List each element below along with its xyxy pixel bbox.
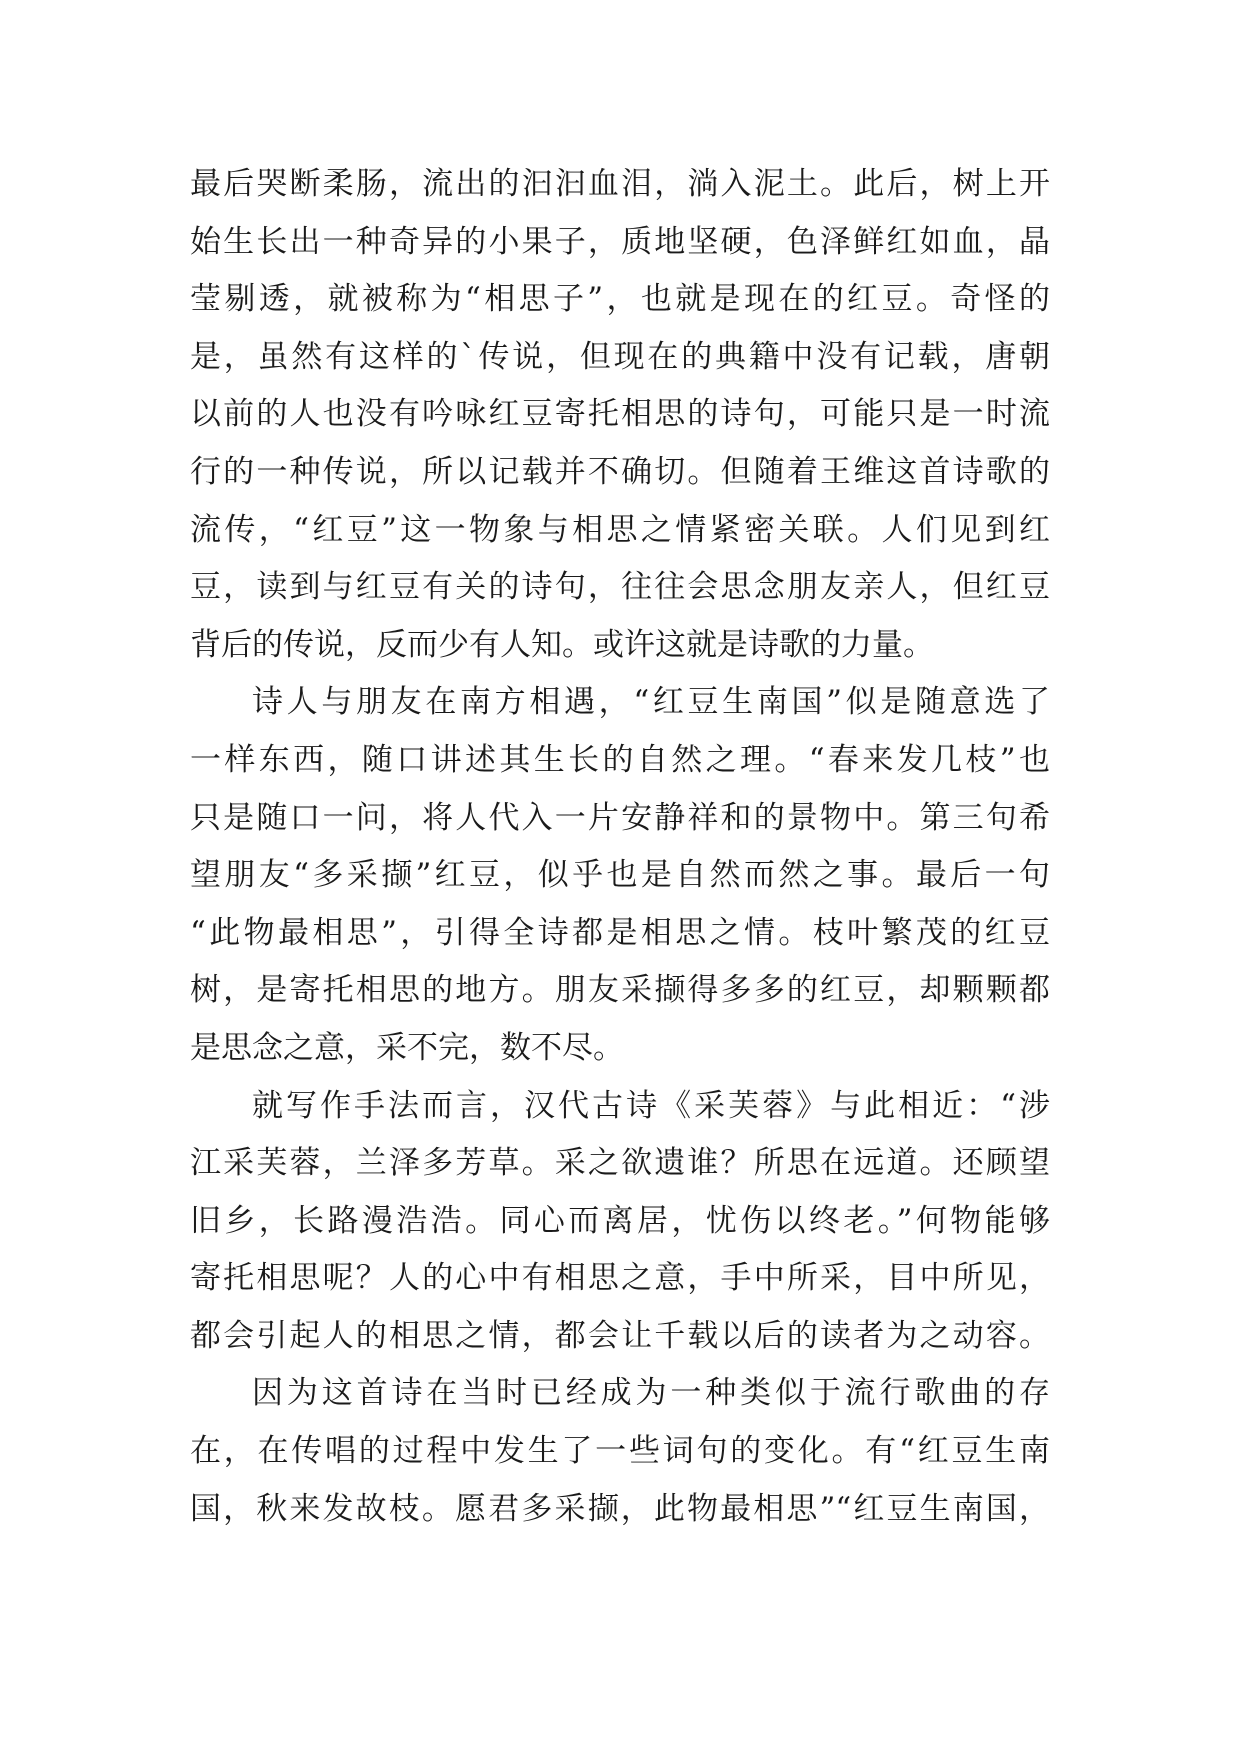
- text-line: 旧乡，长路漫浩浩。同心而离居，忧伤以终老。”何物能够: [190, 1202, 1050, 1239]
- text-line: 江采芙蓉，兰泽多芳草。采之欲遗谁？所思在远道。还顾望: [190, 1145, 1050, 1182]
- text-line: 是，虽然有这样的`传说，但现在的典籍中没有记载，唐朝: [190, 338, 1050, 375]
- text-line: 望朋友“多采撷”红豆，似乎也是自然而然之事。最后一句: [190, 857, 1050, 894]
- text-line: 始生长出一种奇异的小果子，质地坚硬，色泽鲜红如血，晶: [190, 223, 1050, 260]
- text-line: 就写作手法而言，汉代古诗《采芙蓉》与此相近：“涉: [252, 1087, 1050, 1124]
- text-line: 只是随口一问，将人代入一片安静祥和的景物中。第三句希: [190, 799, 1050, 836]
- paragraph: [190, 1365, 1050, 1538]
- text-line: 豆，读到与红豆有关的诗句，往往会思念朋友亲人，但红豆: [190, 569, 1050, 606]
- paragraph: [190, 1078, 1050, 1366]
- text-line: 是思念之意，采不完，数不尽。: [190, 1029, 624, 1066]
- text-line: 背后的传说，反而少有人知。或许这就是诗歌的力量。: [190, 626, 934, 663]
- text-line: “此物最相思”，引得全诗都是相思之情。枝叶繁茂的红豆: [190, 914, 1050, 951]
- text-line: 因为这首诗在当时已经成为一种类似于流行歌曲的存: [252, 1375, 1050, 1412]
- text-line: 一样东西，随口讲述其生长的自然之理。“春来发几枝”也: [190, 741, 1050, 778]
- text-line: 莹剔透，就被称为“相思子”，也就是现在的红豆。奇怪的: [190, 281, 1050, 318]
- text-line: 最后哭断柔肠，流出的汩汩血泪，淌入泥土。此后，树上开: [190, 166, 1050, 202]
- text-line: 流传，“红豆”这一物象与相思之情紧密关联。人们见到红: [190, 511, 1050, 548]
- text-line: 国，秋来发故枝。愿君多采撷，此物最相思”“红豆生南国，: [190, 1490, 1050, 1527]
- paragraph: [190, 674, 1050, 1077]
- text-line: 诗人与朋友在南方相遇，“红豆生南国”似是随意选了: [252, 684, 1050, 721]
- text-line: 都会引起人的相思之情，都会让千载以后的读者为之动容。: [190, 1317, 1050, 1354]
- text-line: 在，在传唱的过程中发生了一些词句的变化。有“红豆生南: [190, 1433, 1050, 1470]
- text-line: 以前的人也没有吟咏红豆寄托相思的诗句，可能只是一时流: [190, 396, 1050, 433]
- paragraph: [190, 156, 1050, 674]
- text-line: 树，是寄托相思的地方。朋友采撷得多多的红豆，却颗颗都: [190, 972, 1050, 1009]
- text-line: 行的一种传说，所以记载并不确切。但随着王维这首诗歌的: [190, 453, 1050, 490]
- text-line: 寄托相思呢？人的心中有相思之意，手中所采，目中所见，: [190, 1260, 1050, 1297]
- body-text: [190, 156, 1050, 1538]
